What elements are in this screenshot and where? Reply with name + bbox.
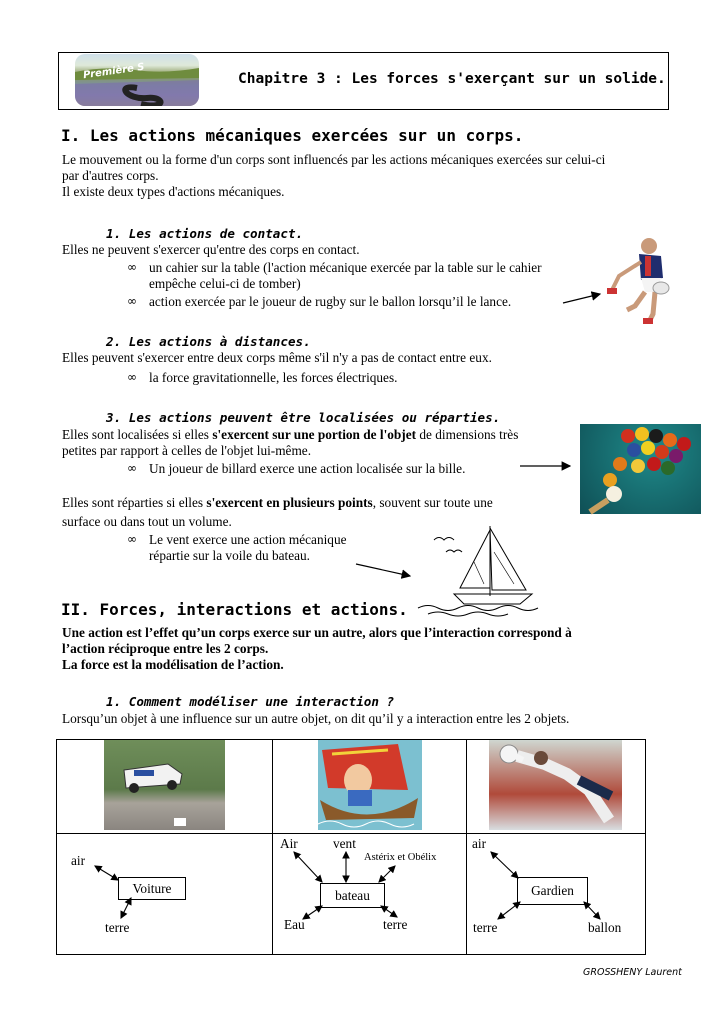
section2-sub1-title: 1. Comment modéliser une interaction ? (106, 694, 395, 709)
intro-line2: par d'autres corps. (62, 168, 159, 183)
sub3-bullet1: Un joueur de billard exerce une action localisée sur la bille. (149, 461, 466, 476)
footer-author: GROSSHENY Laurent (583, 967, 682, 978)
col3-terre-label: terre (473, 920, 498, 935)
col1-center-label: Voiture (132, 881, 172, 896)
bullet-icon: ∞ (127, 294, 137, 308)
col3-center-label: Gardien (531, 883, 574, 898)
section1-title: I. Les actions mécaniques exercées sur un corps. (61, 126, 524, 145)
sub2-title: 2. Les actions à distances. (106, 334, 311, 349)
sub3-text1: Elles sont localisées si elles s'exercent sur une portion de l'objet de dimensions très (62, 427, 519, 442)
intro-line3: Il existe deux types d'actions mécaniques. (62, 184, 285, 199)
col2-terre-label: terre (383, 917, 408, 932)
sub3-text4: surface ou dans tout un volume. (62, 514, 232, 529)
bullet-icon: ∞ (127, 370, 137, 384)
col2-asterix-label: Astérix et Obélix (364, 852, 437, 863)
sub3-bullet2b: répartie sur la voile du bateau. (149, 548, 310, 563)
sub3-text3: Elles sont réparties si elles s'exercent en plusieurs points, souvent sur toute une (62, 495, 493, 510)
section2-title: II. Forces, interactions et actions. (61, 600, 408, 619)
col3-air-label: air (472, 836, 487, 851)
section2-bold2: l’action réciproque entre les 2 corps. (62, 641, 269, 656)
bullet-icon: ∞ (127, 260, 137, 274)
sub3-text2: petites par rapport à celles de l'objet lui-même. (62, 443, 312, 458)
section2-sub1-text: Lorsqu’un objet à une influence sur un autre objet, on dit qu’il y a interaction entre les 2 objets. (62, 711, 570, 726)
bullet-icon: ∞ (127, 532, 137, 546)
sub3-bullet2a: Le vent exerce une action mécanique (149, 532, 347, 547)
sub1-text: Elles ne peuvent s'exercer qu'entre des corps en contact. (62, 242, 360, 257)
intro-line1: Le mouvement ou la forme d'un corps sont influencés par les actions mécaniques exercées sur celui-ci (62, 152, 606, 167)
col3-ballon-label: ballon (588, 920, 622, 935)
col2-center-label: bateau (335, 888, 370, 903)
sub2-text: Elles peuvent s'exercer entre deux corps même s'il n'y a pas de contact entre eux. (62, 350, 492, 365)
section2-bold3: La force est la modélisation de l’action. (62, 657, 284, 672)
logo-text: Première S (82, 61, 146, 82)
col2-air-label: Air (280, 836, 298, 851)
sub1-bullet1b: empêche celui-ci de tomber) (149, 276, 301, 291)
section2-bold1: Une action est l’effet qu’un corps exerce sur un autre, alors que l’interaction correspond à (62, 625, 572, 640)
sub2-bullet1: la force gravitationnelle, les forces électriques. (149, 370, 398, 385)
sub1-bullet1a: un cahier sur la table (l'action mécanique exercée par la table sur le cahier (149, 260, 542, 275)
sub1-title: 1. Les actions de contact. (106, 226, 304, 241)
col2-vent-label: vent (333, 836, 356, 851)
sub3-title: 3. Les actions peuvent être localisées ou réparties. (106, 410, 501, 425)
col1-air-label: air (71, 853, 86, 868)
col1-terre-label: terre (105, 920, 130, 935)
bullet-icon: ∞ (127, 461, 137, 475)
col2-eau-label: Eau (284, 917, 305, 932)
sub1-bullet2: action exercée par le joueur de rugby sur le ballon lorsqu’il le lance. (149, 294, 512, 309)
chapter-title: Chapitre 3 : Les forces s'exerçant sur un solide. (238, 71, 666, 87)
